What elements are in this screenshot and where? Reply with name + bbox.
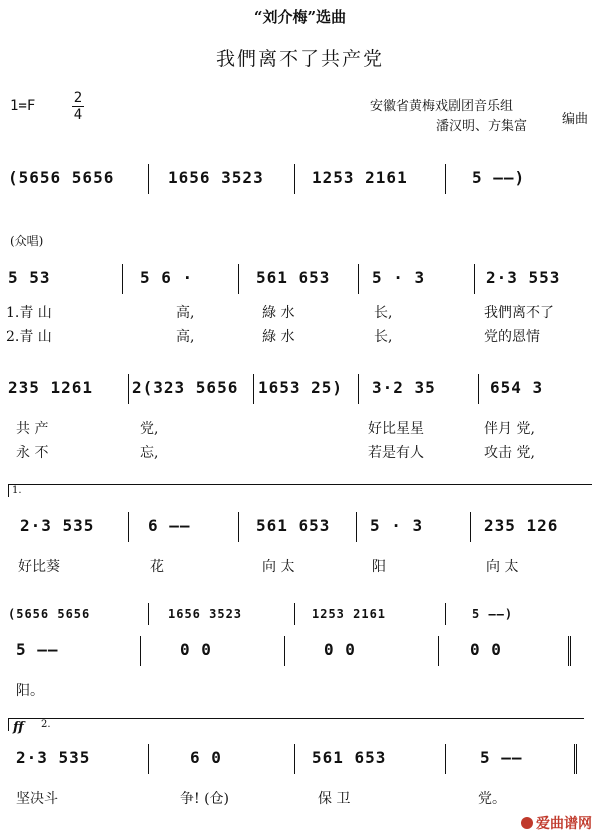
measure: 5 · 3 bbox=[372, 268, 426, 287]
lyric: 坚决斗 bbox=[16, 791, 58, 807]
barline bbox=[470, 512, 471, 542]
repeat-barline bbox=[568, 636, 574, 666]
lyric: 阳。 bbox=[16, 683, 44, 699]
barline bbox=[148, 603, 149, 625]
measure: 0 0 bbox=[470, 640, 502, 659]
measure: 1253 2161 bbox=[312, 168, 408, 187]
volta-2-label: 2. bbox=[41, 719, 51, 730]
barline bbox=[284, 636, 285, 666]
watermark bbox=[521, 813, 592, 833]
barline bbox=[478, 374, 479, 404]
watermark-text: 爱曲谱网 bbox=[536, 816, 592, 832]
time-signature bbox=[72, 91, 84, 122]
notes-row bbox=[0, 748, 600, 774]
measure: 0 0 bbox=[324, 640, 356, 659]
barline bbox=[253, 374, 254, 404]
lyric: 党的恩情 bbox=[484, 329, 540, 345]
notes-row bbox=[0, 378, 600, 404]
lyric: 2.青 山 bbox=[6, 329, 52, 345]
composer-group: 安徽省黄梅戏剧团音乐组 bbox=[370, 99, 514, 114]
barline bbox=[445, 164, 446, 194]
volta-1 bbox=[8, 484, 592, 497]
notes-row bbox=[0, 640, 600, 666]
lyric: 忘, bbox=[140, 445, 159, 461]
lyric: 长, bbox=[374, 329, 393, 345]
credit: 编曲 bbox=[562, 112, 589, 127]
lyric: 好比葵 bbox=[18, 559, 60, 575]
measure: 6 0 bbox=[190, 748, 222, 767]
lyric: 伴月 党, bbox=[484, 421, 535, 437]
lyric: 我們离不了 bbox=[484, 305, 554, 321]
measure: 6 —— bbox=[148, 516, 191, 535]
time-bottom: 4 bbox=[73, 107, 83, 123]
lyric: 长, bbox=[374, 305, 393, 321]
dynamic-mark: ff bbox=[13, 720, 24, 735]
lyric: 好比星星 bbox=[368, 421, 424, 437]
barline bbox=[358, 374, 359, 404]
lyric: 綠 水 bbox=[262, 305, 295, 321]
measure: 3·2 35 bbox=[372, 378, 436, 397]
barline bbox=[445, 744, 446, 774]
measure: 1253 2161 bbox=[312, 607, 387, 621]
measure: 2·3 553 bbox=[486, 268, 561, 287]
barline bbox=[148, 164, 149, 194]
measure: 1656 3523 bbox=[168, 607, 243, 621]
barline bbox=[238, 512, 239, 542]
page-title: “刘介梅”选曲 bbox=[253, 8, 347, 26]
barline bbox=[445, 603, 446, 625]
measure: 561 653 bbox=[256, 516, 331, 535]
composers: 潘汉明、方集富 bbox=[436, 119, 528, 134]
logo-icon bbox=[521, 817, 533, 829]
lyric: 保 卫 bbox=[318, 791, 351, 807]
lyric: 党, bbox=[140, 421, 159, 437]
lyric: 綠 水 bbox=[262, 329, 295, 345]
lyric: 高, bbox=[176, 305, 195, 321]
lyric: 永 不 bbox=[16, 445, 49, 461]
lyric: 攻击 党, bbox=[484, 445, 535, 461]
volta-1-label: 1. bbox=[12, 485, 22, 496]
measure: 235 1261 bbox=[8, 378, 94, 397]
measure: (5656 5656 bbox=[8, 607, 91, 621]
lyric: 共 产 bbox=[16, 421, 49, 437]
barline bbox=[128, 374, 129, 404]
final-barline bbox=[574, 744, 580, 774]
measure: 5 —— bbox=[480, 748, 523, 767]
lyric: 争! (仓) bbox=[180, 791, 229, 807]
barline bbox=[358, 264, 359, 294]
measure: (5656 5656 bbox=[8, 168, 115, 187]
measure: 5 ——) bbox=[472, 607, 514, 621]
measure: 2(323 5656 bbox=[132, 378, 239, 397]
barline bbox=[294, 603, 295, 625]
lyric: 党。 bbox=[478, 791, 506, 807]
lyric: 若是有人 bbox=[368, 445, 424, 461]
lyric: 花 bbox=[150, 559, 164, 575]
measure: 0 0 bbox=[180, 640, 212, 659]
measure: 1653 25) bbox=[258, 378, 344, 397]
measure: 2·3 535 bbox=[20, 516, 95, 535]
measure: 5 · 3 bbox=[370, 516, 424, 535]
measure: 561 653 bbox=[256, 268, 331, 287]
lyric: 高, bbox=[176, 329, 195, 345]
lyric: 向 太 bbox=[486, 559, 519, 575]
barline bbox=[128, 512, 129, 542]
measure: 235 126 bbox=[484, 516, 559, 535]
voice-label: (众唱) bbox=[10, 234, 44, 248]
barline bbox=[294, 164, 295, 194]
barline bbox=[474, 264, 475, 294]
measure: 654 3 bbox=[490, 378, 544, 397]
lyric: 向 太 bbox=[262, 559, 295, 575]
lyric: 阳 bbox=[372, 559, 386, 575]
barline bbox=[294, 744, 295, 774]
measure: 561 653 bbox=[312, 748, 387, 767]
measure: 5 53 bbox=[8, 268, 51, 287]
barline bbox=[148, 744, 149, 774]
lyric: 1.青 山 bbox=[6, 305, 52, 321]
barline bbox=[438, 636, 439, 666]
song-title: 我們离不了共产党 bbox=[215, 48, 384, 70]
barline bbox=[356, 512, 357, 542]
measure: 5 6 · bbox=[140, 268, 194, 287]
notes-row bbox=[0, 168, 600, 194]
barline bbox=[122, 264, 123, 294]
notes-row bbox=[0, 607, 600, 625]
notes-row bbox=[0, 516, 600, 542]
measure: 2·3 535 bbox=[16, 748, 91, 767]
time-top: 2 bbox=[73, 90, 83, 106]
barline bbox=[140, 636, 141, 666]
key-signature: 1=F bbox=[10, 98, 36, 114]
volta-2 bbox=[8, 718, 584, 735]
notes-row bbox=[0, 268, 600, 294]
measure: 5 ——) bbox=[472, 168, 526, 187]
measure: 1656 3523 bbox=[168, 168, 264, 187]
barline bbox=[238, 264, 239, 294]
measure: 5 —— bbox=[16, 640, 59, 659]
